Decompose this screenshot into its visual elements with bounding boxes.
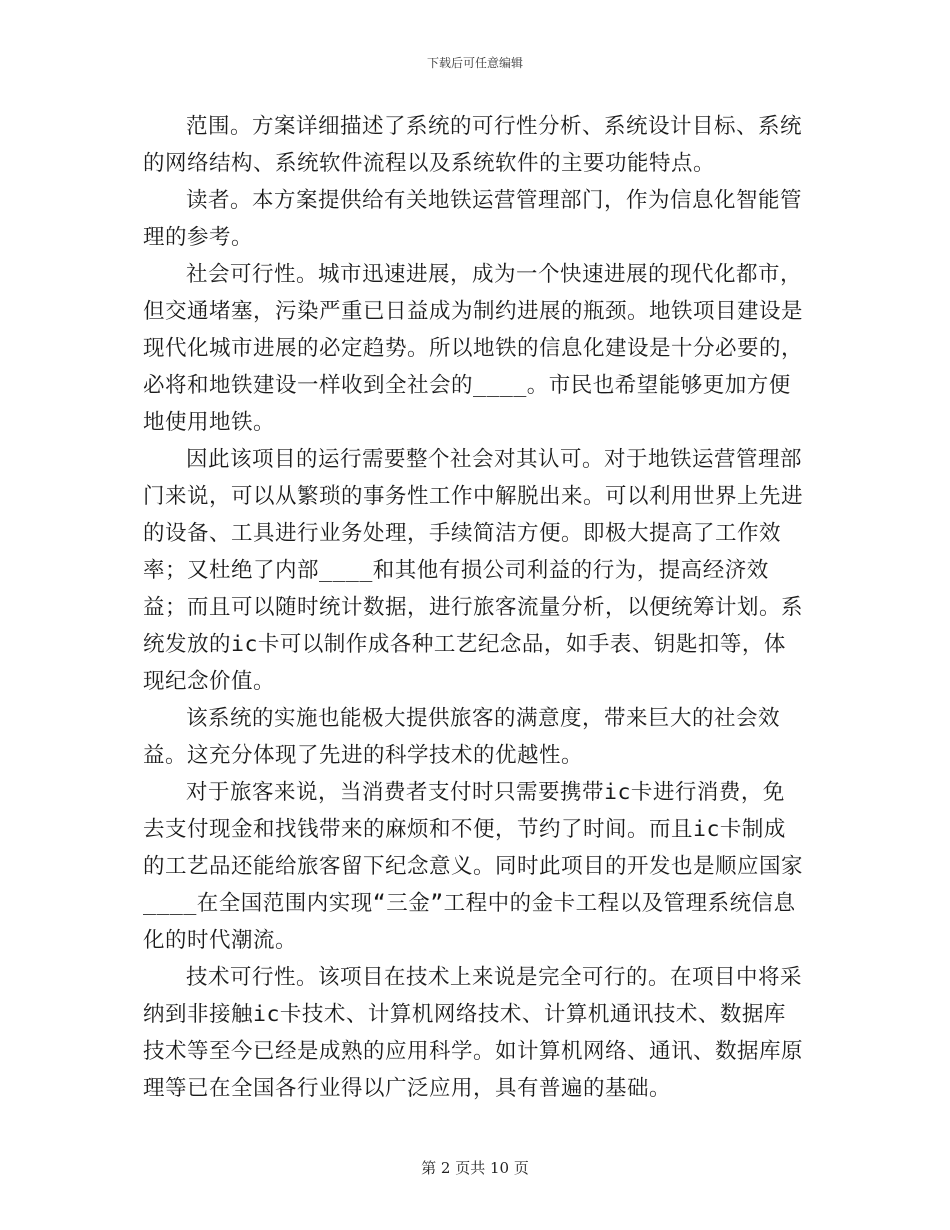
paragraph-satisfaction: 该系统的实施也能极大提供旅客的满意度，带来巨大的社会效益。这充分体现了先进的科学技术的优越性。	[143, 706, 781, 768]
paragraph-scope: 范围。方案详细描述了系统的可行性分析、系统设计目标、系统的网络结构、系统软件流程以及系统软件的主要功能特点。	[143, 114, 803, 176]
paragraph-social-feasibility: 社会可行性。城市迅速进展，成为一个快速进展的现代化都市，但交通堵塞，污染严重已日益成为制约进展的瓶颈。地铁项目建设是现代化城市进展的必定趋势。所以地铁的信息化建设是十分必要的，必将和地铁建设一样收到全社会的____。市民也希望能够更加方便地使用地铁。	[143, 262, 804, 435]
paragraph-passengers: 对于旅客来说，当消费者支付时只需要携带ic卡进行消费，免去支付现金和找钱带来的麻烦和不便，节约了时间。而且ic卡制成的工艺品还能给旅客留下纪念意义。同时此项目的开发也是顺应国家____在全国范围内实现“三金”工程中的金卡工程以及管理系统信息化的时代潮流。	[143, 780, 804, 953]
page-number: 第 2 页共 10 页	[421, 1159, 529, 1177]
paragraph-readers: 读者。本方案提供给有关地铁运营管理部门，作为信息化智能管理的参考。	[143, 188, 803, 250]
page-header: 下载后可任意编辑	[426, 56, 523, 70]
document-body	[143, 108, 803, 1107]
paragraph-technical-feasibility: 技术可行性。该项目在技术上来说是完全可行的。在项目中将采纳到非接触ic卡技术、计算机网络技术、计算机通讯技术、数据库技术等至今已经是成熟的应用科学。如计算机网络、通讯、数据库原理等已在全国各行业得以广泛应用，具有普遍的基础。	[143, 965, 804, 1101]
paragraph-recognition: 因此该项目的运行需要整个社会对其认可。对于地铁运营管理部门来说，可以从繁琐的事务性工作中解脱出来。可以利用世界上先进的设备、工具进行业务处理，手续简洁方便。即极大提高了工作效率；又杜绝了内部____和其他有损公司利益的行为，提高经济效益；而且可以随时统计数据，进行旅客流量分析，以便统筹计划。系统发放的ic卡可以制作成各种工艺纪念品，如手表、钥匙扣等，体现纪念价值。	[143, 447, 804, 694]
